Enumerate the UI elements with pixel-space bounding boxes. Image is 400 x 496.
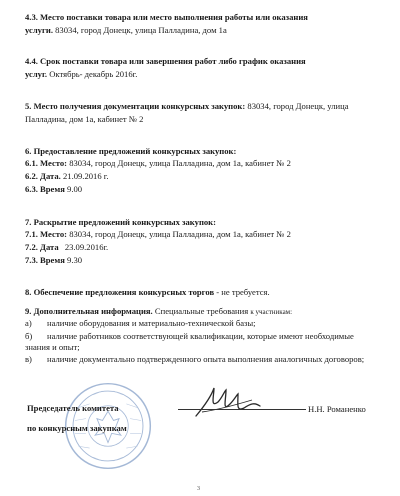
section-6-3-value: 9.00 <box>67 184 83 194</box>
section-4-4-value: Октябрь- декабрь 2016г. <box>49 69 138 79</box>
section-5-line <box>25 101 349 112</box>
section-4-3-line <box>25 25 227 36</box>
section-8-value: - не требуется. <box>216 287 270 297</box>
section-7-1-value: 83034, город Донецк, улица Палладина, дом 1а, кабинет № 2 <box>69 229 291 239</box>
section-9-intro: Специальные требования <box>154 306 249 316</box>
section-6-3-label: 6.3. Время <box>25 184 65 194</box>
requirement-text: наличие оборудования и материально-технической базы; <box>47 318 256 328</box>
section-7-3-line <box>25 255 82 266</box>
section-7-2-line <box>25 242 108 253</box>
section-6-2-label: 6.2. Дата. <box>25 171 61 181</box>
section-4-3-heading: 4.3. Место поставки товара или место выполнения работы или оказания <box>25 12 308 22</box>
section-7-1-line <box>25 229 291 240</box>
section-5-label: 5. Место получения документации конкурсных закупок: <box>25 101 246 111</box>
requirement-item-continuation: знания и опыт; <box>25 342 80 352</box>
requirement-text: наличие работников соответствующей квалификации, которые имеют необходимые <box>47 331 354 341</box>
section-9-line <box>25 306 292 318</box>
section-4-3-label-cont: услуги. <box>25 25 53 35</box>
section-6-heading: 6. Предоставление предложений конкурсных закупок: <box>25 146 237 156</box>
section-4-4-line <box>25 69 137 80</box>
section-7-3-value: 9.30 <box>67 255 83 265</box>
section-6-1-label: 6.1. Место: <box>25 158 68 168</box>
section-5-value-1: 83034, город Донецк, улица <box>247 101 349 111</box>
requirement-marker: в) <box>25 354 32 364</box>
requirement-item <box>25 318 256 329</box>
requirement-item <box>25 354 364 365</box>
requirement-text: наличие документально подтвержденного опыта выполнения аналогичных договоров; <box>47 354 365 364</box>
section-6-2-line <box>25 171 109 182</box>
section-4-4-label-cont: услуг. <box>25 69 48 79</box>
section-7-2-label: 7.2. Дата <box>25 242 59 252</box>
requirement-marker: б) <box>25 331 33 341</box>
signatory-title-line-2: по конкурсным закупкам <box>27 423 127 433</box>
signatory-name: Н.Н. Романенко <box>308 404 366 414</box>
page-number: 3 <box>197 486 200 492</box>
requirement-marker: а) <box>25 318 32 328</box>
signatory-title-line-1: Председатель комитета <box>27 403 119 413</box>
section-6-3-line <box>25 184 82 195</box>
signature-line <box>178 409 306 410</box>
section-9-label: 9. Дополнительная информация. <box>25 306 153 316</box>
section-8-label: 8. Обеспечение предложения конкурсных торгов <box>25 287 215 297</box>
section-6-1-line <box>25 158 291 169</box>
section-7-heading: 7. Раскрытие предложений конкурсных закупок: <box>25 217 217 227</box>
section-4-4-heading: 4.4. Срок поставки товара или завершения работ либо график оказания <box>25 56 306 66</box>
section-4-3-value: 83034, город Донецк, улица Палладина, дом 1а <box>55 25 227 35</box>
section-7-1-label: 7.1. Место: <box>25 229 68 239</box>
section-9-intro-small: к участникам: <box>250 308 293 316</box>
section-6-2-value: 21.09.2016 г. <box>62 171 109 181</box>
handwritten-signature <box>192 382 262 424</box>
section-5-value-2: Палладина, дом 1а, кабинет № 2 <box>25 114 144 124</box>
section-8-line <box>25 287 270 298</box>
section-6-1-value: 83034, город Донецк, улица Палладина, дом 1а, кабинет № 2 <box>69 158 291 168</box>
section-7-2-value: 23.09.2016г. <box>64 242 109 252</box>
requirement-item <box>25 331 354 342</box>
section-7-3-label: 7.3. Время <box>25 255 65 265</box>
